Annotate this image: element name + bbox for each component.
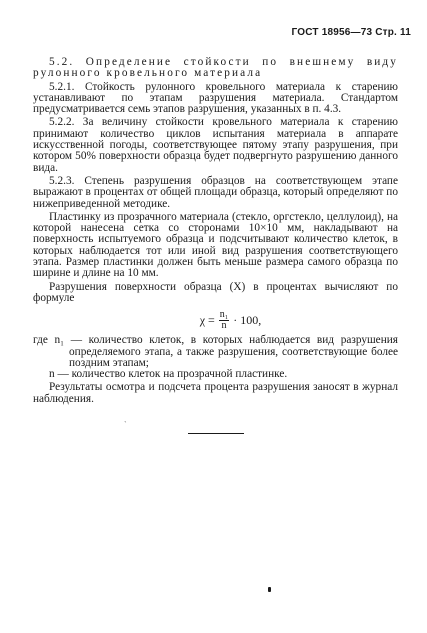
formula-lhs: χ = xyxy=(199,313,215,328)
legend-n: n — количество клеток на прозрачной пластинке. xyxy=(49,368,288,381)
paragraph-results: Результаты осмотра и подсчета процента разрушения заносят в журнал наблюдения. xyxy=(33,381,398,405)
formula xyxy=(63,310,398,331)
formula-numerator: n₁ xyxy=(219,309,229,321)
document-body xyxy=(33,57,398,405)
stray-mark: ` xyxy=(124,420,127,429)
end-rule-divider xyxy=(188,433,244,434)
paragraph-5-2-1: 5.2.1. Стойкость рулонного кровельного материала к старению устанавливают по этапам разрушения материала. Стандартом предусматривается семь этапов разрушения, указанных в п. 4.3. xyxy=(33,80,398,116)
formula-denominator: n xyxy=(221,320,227,332)
paragraph-5-2-2: 5.2.2. За величину стойкости кровельного материала к старению принимают количество циклов испытания материала в аппарате искусственной погоды, соответствующее пятому этапу разрушения, при котором 50% поверхности образца будет подвергнуто разрушению данного вида. xyxy=(33,116,398,174)
paragraph-plate: Пластинку из прозрачного материала (стекло, оргстекло, целлулоид), на которой нанесена сетка со сторонами 10×10 мм, накладывают на поверхность испытуемого образца и подсчитывают количество клеток, в которых наблюдается тот или иной вид разрушения соответствующего этапа. Размер пластинки должен быть меньше размера самого образца по ширине и длине на 10 мм. xyxy=(33,210,398,280)
formula-rhs: · 100, xyxy=(233,313,262,328)
legend-n1: где n₁ — количество клеток, в которых наблюдается вид разрушения определяемого этапа, а также разрушения, соответствующие более поздним этапам; xyxy=(33,334,398,369)
section-5-2-heading: 5.2. Определение стойкости по внешнему виду рулонного кровельного материала xyxy=(33,56,398,80)
scan-dot-artifact xyxy=(268,587,271,592)
paragraph-5-2-3: 5.2.3. Степень разрушения образцов на соответствующем этапе выражают в процентах от общей площади образца, который определяют по нижеприведенной методике. xyxy=(33,174,398,210)
formula-fraction xyxy=(219,310,230,331)
paragraph-formula-intro: Разрушения поверхности образца (X) в процентах вычисляют по формуле xyxy=(33,280,398,304)
page-header: ГОСТ 18956—73 Стр. 11 xyxy=(291,27,411,38)
